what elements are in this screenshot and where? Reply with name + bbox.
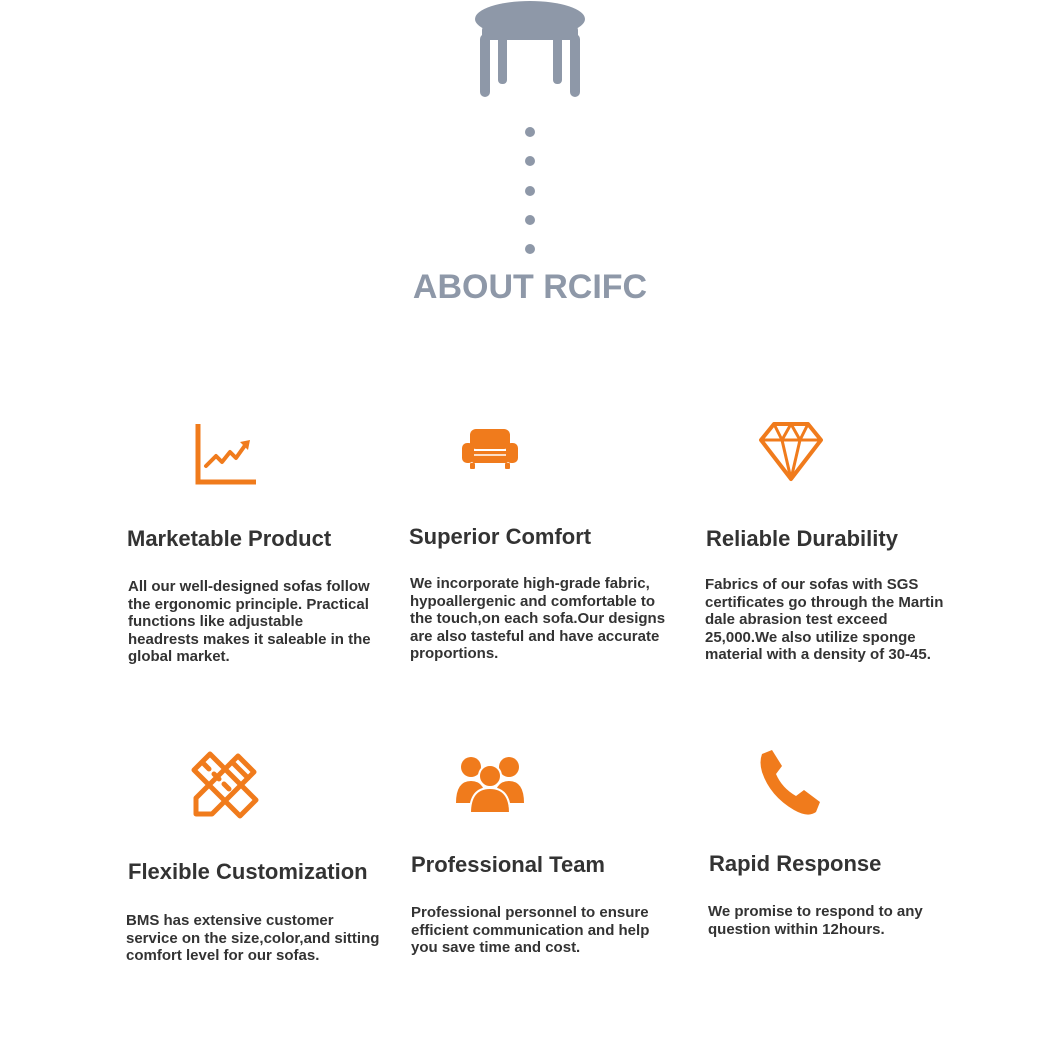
feature-professional-team — [408, 748, 678, 988]
feature-description: Professional personnel to ensure efficient communication and help you save time and cost. — [411, 904, 650, 957]
feature-title: Flexible Customization — [128, 859, 368, 884]
feature-description: BMS has extensive customer service on the size,color,and sitting comfort level for our sofas. — [126, 912, 380, 965]
section-heading: ABOUT RCIFC — [412, 268, 648, 306]
feature-superior-comfort — [408, 420, 678, 680]
feature-rapid-response — [704, 748, 974, 988]
feature-title: Rapid Response — [709, 851, 882, 876]
pencil-ruler-icon — [190, 750, 260, 820]
diamond-icon — [758, 420, 824, 482]
feature-flexible-customization — [126, 748, 396, 988]
feature-title: Superior Comfort — [409, 524, 592, 549]
table-icon — [470, 0, 590, 100]
phone-icon — [758, 748, 824, 816]
feature-description: We incorporate high-grade fabric, hypoallergenic and comfortable to the touch,on each sofa.Our designs are also tasteful and have accurate proportions. — [410, 575, 666, 663]
feature-description: All our well-designed sofas follow the ergonomic principle. Practical functions like adjustable headrests makes it saleable in the global market. — [128, 578, 371, 666]
team-icon — [456, 755, 524, 813]
feature-reliable-durability — [704, 420, 974, 680]
feature-title: Reliable Durability — [706, 526, 898, 551]
feature-title: Marketable Product — [127, 526, 332, 551]
dotted-connector — [520, 122, 540, 262]
sofa-icon — [460, 425, 520, 473]
feature-description: Fabrics of our sofas with SGS certificates go through the Martin dale abrasion test exceed 25,000.We also utilize sponge material with a density of 30-45. — [705, 576, 944, 664]
feature-marketable-product — [126, 420, 396, 680]
feature-description: We promise to respond to any question within 12hours. — [708, 903, 923, 938]
growth-chart-icon — [194, 422, 258, 486]
feature-title: Professional Team — [411, 852, 605, 877]
